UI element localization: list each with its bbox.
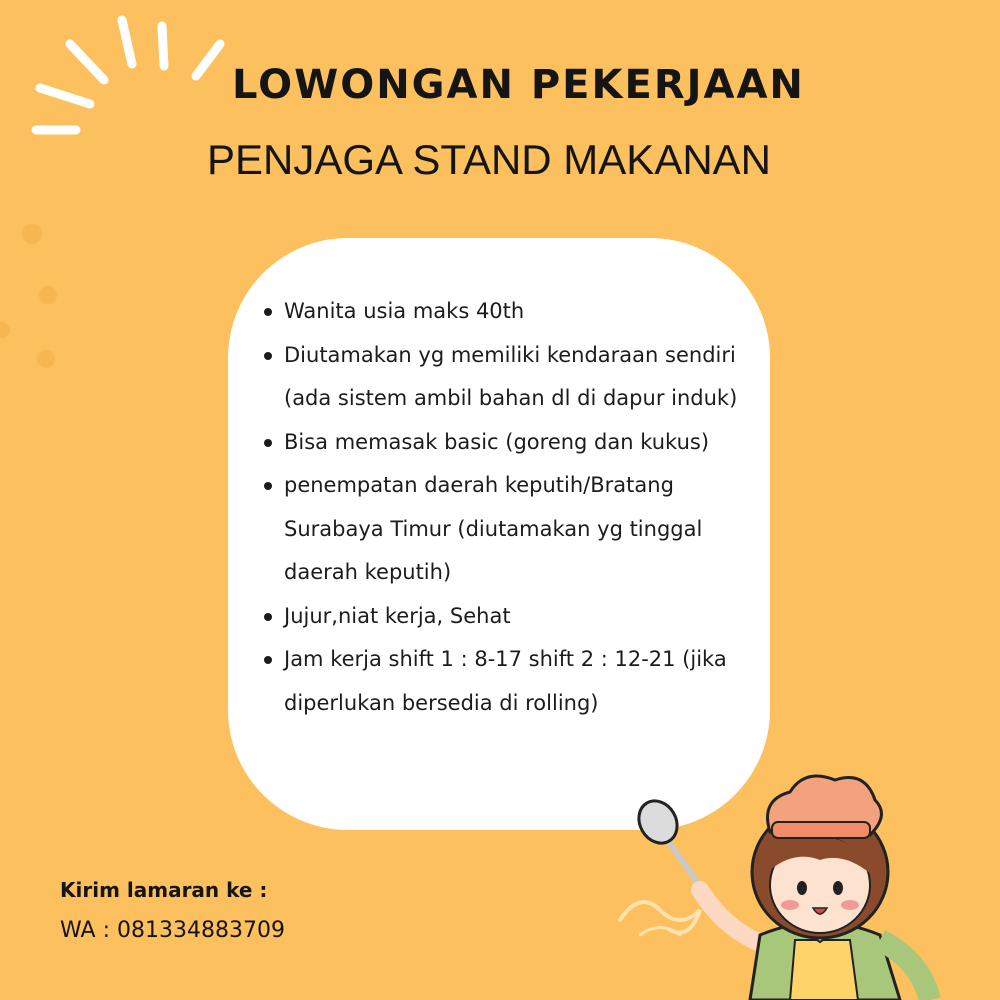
- page-subtitle: PENJAGA STAND MAKANAN: [207, 136, 772, 183]
- bullet-icon: [264, 613, 272, 621]
- contact-label: Kirim lamaran ke :: [60, 878, 268, 902]
- list-item: [260, 334, 765, 421]
- list-item: [260, 595, 765, 639]
- requirements-list: [260, 290, 765, 725]
- requirement-text: penempatan daerah keputih/Bratang Surabaya Timur (diutamakan yg tinggal daerah keputih): [284, 473, 703, 584]
- page-title: LOWONGAN PEKERJAAN: [232, 62, 805, 108]
- bullet-icon: [264, 656, 272, 664]
- list-item: [260, 638, 765, 725]
- list-item: [260, 464, 765, 595]
- requirement-text: Wanita usia maks 40th: [284, 299, 525, 323]
- requirement-text: Jujur,niat kerja, Sehat: [284, 603, 511, 628]
- bullet-icon: [264, 352, 272, 360]
- list-item: [260, 290, 765, 334]
- contact-phone[interactable]: WA : 081334883709: [60, 918, 285, 943]
- bullet-icon: [264, 439, 272, 447]
- decorative-dots: [0, 200, 80, 400]
- bullet-icon: [264, 308, 272, 316]
- requirement-text: Jam kerja shift 1 : 8-17 shift 2 : 12-21 (jika diperlukan bersedia di rolling): [284, 647, 727, 715]
- bullet-icon: [264, 482, 272, 490]
- requirement-text: Diutamakan yg memiliki kendaraan sendiri (ada sistem ambil bahan dl di dapur induk): [284, 342, 738, 410]
- requirement-text: Bisa memasak basic (goreng dan kukus): [284, 429, 710, 454]
- list-item: [260, 421, 765, 465]
- chef-girl-illustration: [630, 760, 1000, 1000]
